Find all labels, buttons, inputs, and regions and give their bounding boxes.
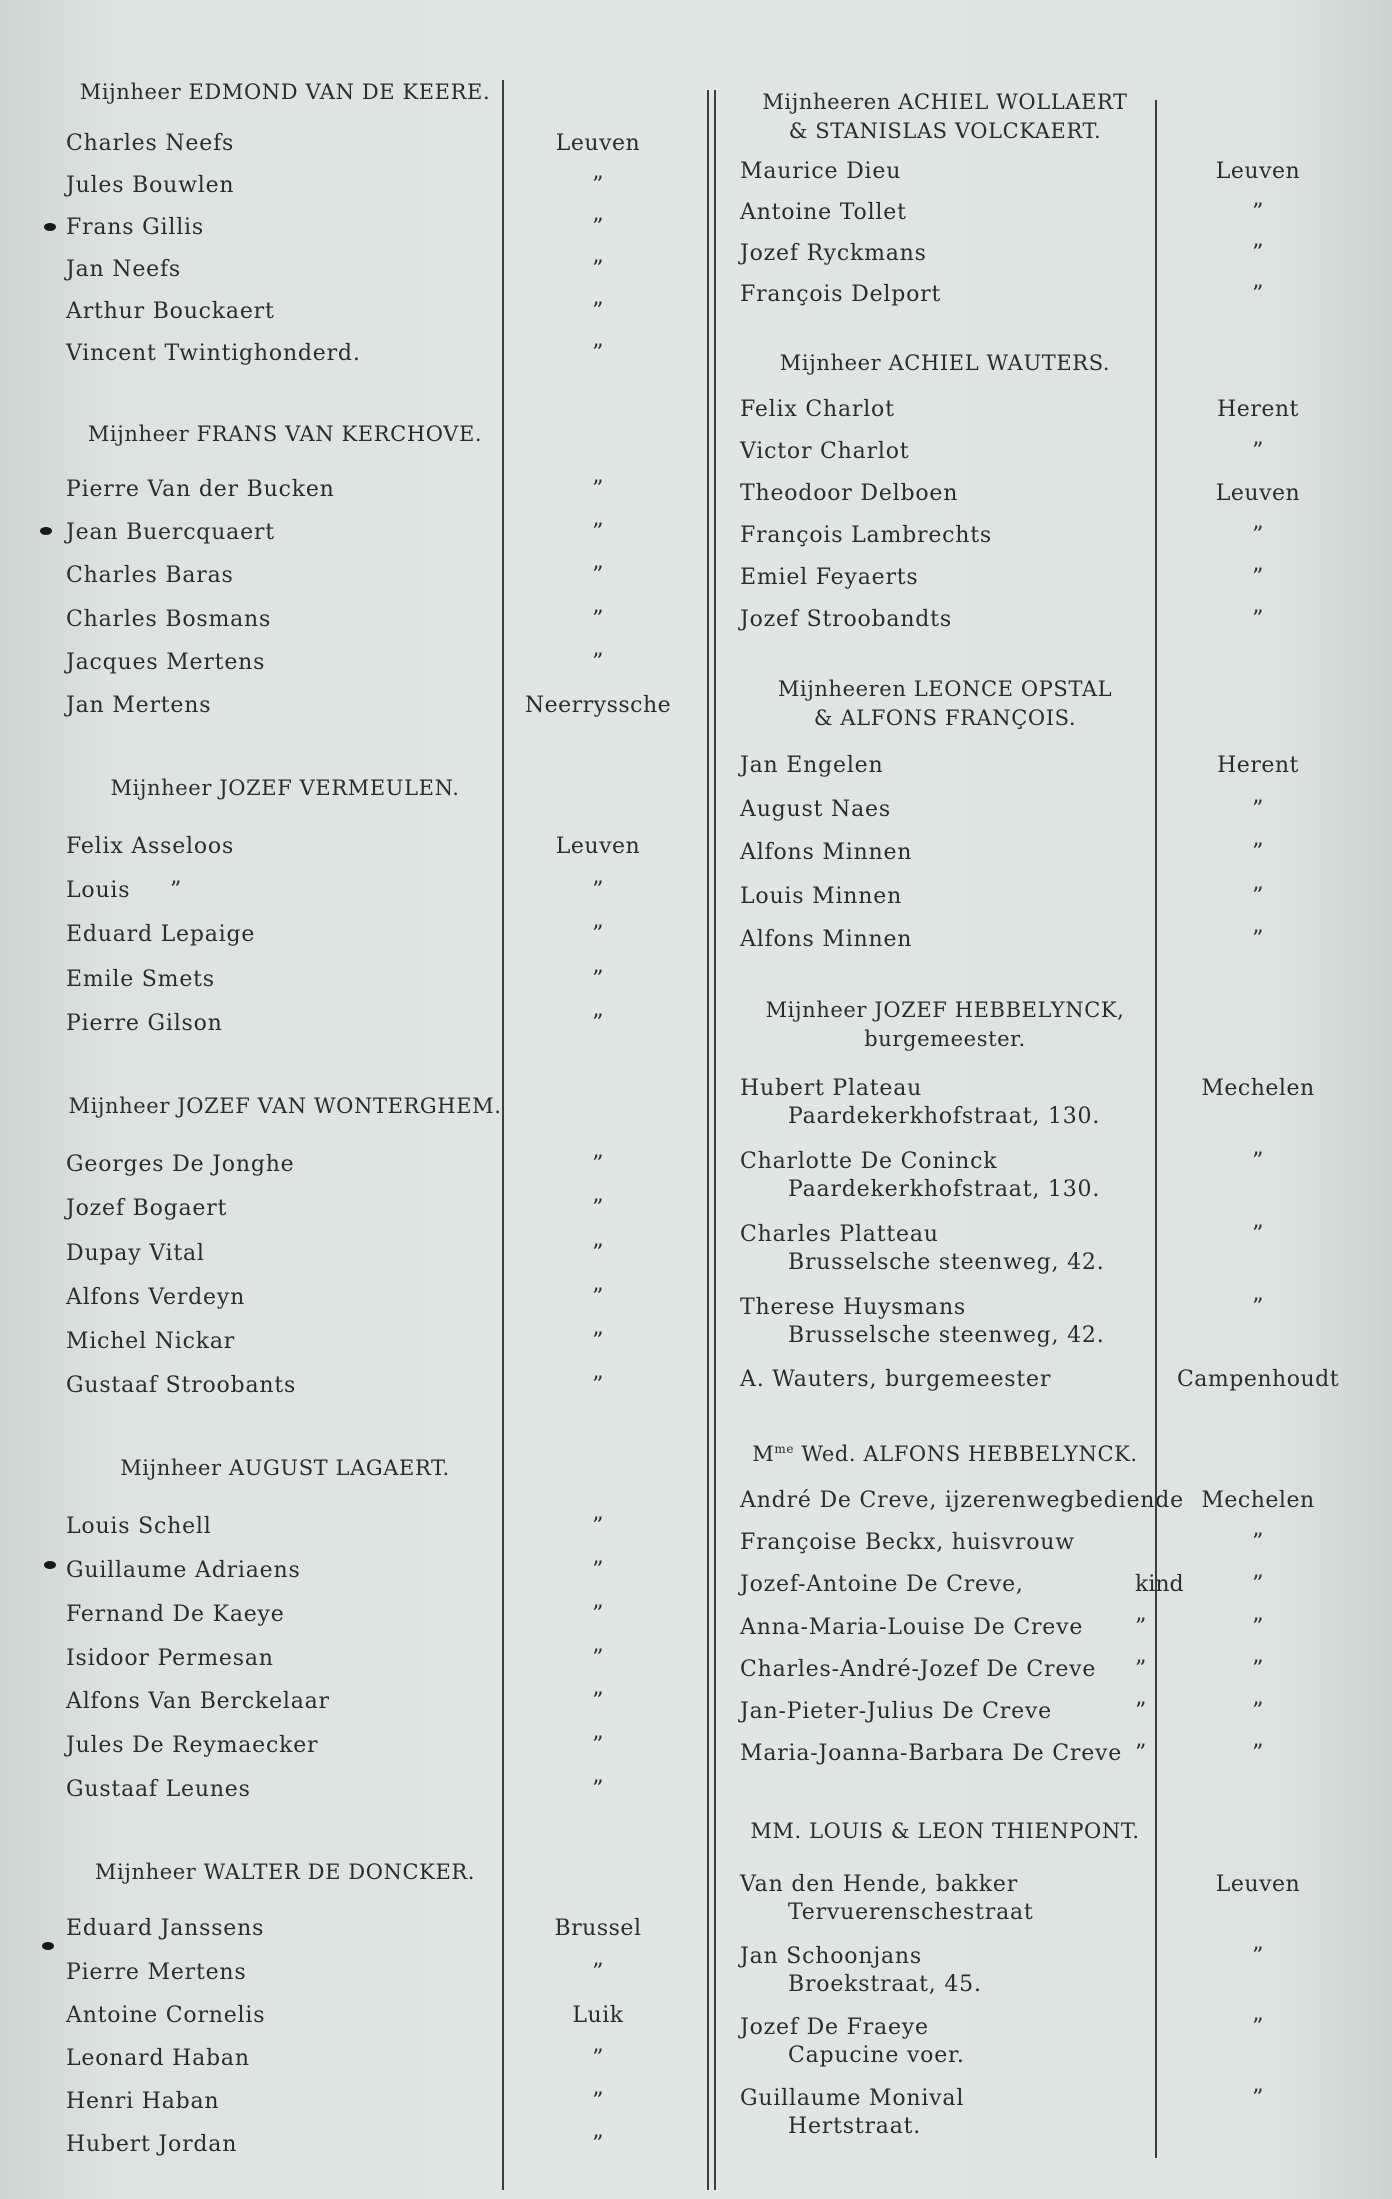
person-place: ” [1252, 2015, 1264, 2040]
person-place: ” [592, 607, 604, 632]
group-header: & ALFONS FRANÇOIS. [813, 706, 1077, 730]
person-place: ” [592, 477, 604, 502]
person-place: ” [1252, 565, 1264, 590]
person-place: ” [592, 1689, 604, 1714]
person-name: Pierre Mertens [66, 1960, 247, 1985]
person-place: ” [592, 563, 604, 588]
person-entry [740, 1656, 1096, 1684]
person-place: ” [592, 1602, 604, 1627]
person-place: Leuven [1215, 481, 1301, 506]
person-place: Leuven [1215, 1872, 1301, 1897]
person-entry [740, 883, 902, 911]
person-place: ” [592, 215, 604, 240]
person-place: ” [592, 1152, 604, 1177]
person-entry [66, 1688, 330, 1716]
person-name: Georges De Jonghe [66, 1152, 295, 1177]
person-entry [66, 1151, 295, 1179]
person-place: ” [1252, 927, 1264, 952]
person-place: ” [1252, 1741, 1264, 1766]
person-place: ” [1252, 241, 1264, 266]
person-place: ” [592, 1329, 604, 1354]
person-name: Jules Bouwlen [66, 173, 235, 198]
person-place: ” [592, 341, 604, 366]
person-name: Jan-Pieter-Julius De Creve [740, 1699, 1052, 1724]
group-header: Mijnheer WALTER DE DONCKER. [94, 1860, 476, 1884]
person-entry [740, 1529, 1075, 1557]
person-name: August Naes [740, 797, 891, 822]
person-name: A. Wauters, burgemeester [740, 1367, 1052, 1392]
person-entry [66, 2088, 219, 2116]
person-name: Alfons Van Berckelaar [66, 1689, 330, 1714]
person-entry [66, 1915, 264, 1943]
person-entry [66, 692, 211, 720]
person-entry [66, 1372, 296, 1400]
person-address: Brusselsche steenweg, 42. [788, 1323, 1105, 1348]
person-note: ” [1135, 1615, 1147, 1640]
person-place: ” [592, 1196, 604, 1221]
person-entry [66, 833, 234, 861]
person-entry [66, 966, 215, 994]
person-place: ” [592, 1241, 604, 1266]
person-entry [66, 1601, 285, 1629]
person-place: Mechelen [1201, 1488, 1315, 1513]
person-name: Fernand De Kaeye [66, 1602, 285, 1627]
person-note: ” [170, 878, 182, 903]
person-entry [740, 1294, 1105, 1350]
person-entry [66, 340, 361, 368]
person-name: Vincent Twintighonderd. [66, 341, 361, 366]
person-place: ” [592, 299, 604, 324]
person-name: Eduard Lepaige [66, 922, 256, 947]
person-name: Antoine Cornelis [66, 2003, 266, 2028]
person-place: Leuven [555, 131, 641, 156]
person-place: ” [1252, 840, 1264, 865]
person-name: Michel Nickar [66, 1329, 236, 1354]
person-place: Luik [572, 2003, 624, 2028]
person-place: Leuven [1215, 159, 1301, 184]
person-entry [740, 1614, 1083, 1642]
person-name: Pierre Gilson [66, 1011, 223, 1036]
person-place: ” [1252, 1657, 1264, 1682]
person-name: Jan Engelen [740, 753, 884, 778]
person-place: ” [592, 520, 604, 545]
person-place: ” [1252, 884, 1264, 909]
person-entry [740, 396, 895, 424]
person-name: Louis Schell [66, 1514, 212, 1539]
person-name: Henri Haban [66, 2089, 220, 2114]
person-entry [740, 796, 891, 824]
person-entry [66, 2045, 250, 2073]
person-name: Jan Neefs [66, 257, 182, 282]
person-name: Charles Platteau [740, 1222, 939, 1247]
person-place: ” [1252, 1149, 1264, 1174]
person-name: Arthur Bouckaert [66, 299, 275, 324]
group-header: Mijnheer FRANS VAN KERCHOVE. [87, 422, 483, 446]
person-name: Gustaaf Leunes [66, 1777, 251, 1802]
person-name: Jan Schoonjans [740, 1944, 922, 1969]
person-name: Françoise Beckx, huisvrouw [740, 1530, 1075, 1555]
person-place: ” [1252, 797, 1264, 822]
person-entry [66, 172, 234, 200]
person-entry [66, 130, 234, 158]
person-name: Guillaume Monival [740, 2086, 965, 2111]
person-entry [66, 1240, 205, 1268]
person-place: ” [592, 1285, 604, 1310]
person-place: Leuven [555, 834, 641, 859]
group-header: Mijnheer JOZEF HEBBELYNCK, [765, 998, 1125, 1022]
person-entry [740, 564, 919, 592]
person-entry [66, 2131, 237, 2159]
person-address: Paardekerkhofstraat, 130. [788, 1177, 1101, 1202]
person-entry [740, 926, 912, 954]
person-entry [66, 1513, 212, 1541]
person-entry [740, 199, 907, 227]
person-name: Charles Neefs [66, 131, 235, 156]
person-name: Louis [66, 878, 131, 903]
person-place: ” [592, 922, 604, 947]
person-name: Therese Huysmans [740, 1295, 967, 1320]
person-place: ” [1252, 1295, 1264, 1320]
person-name: Theodoor Delboen [740, 481, 959, 506]
person-note: ” [1135, 1741, 1147, 1766]
person-name: Jozef Stroobandts [740, 607, 952, 632]
group-header: Mijnheer ACHIEL WAUTERS. [779, 351, 1111, 375]
center-rule-left [707, 90, 709, 2190]
person-entry [66, 1284, 245, 1312]
group-header: burgemeester. [864, 1027, 1026, 1051]
person-place: Neerryssche [524, 693, 672, 718]
person-place: ” [592, 650, 604, 675]
person-address: Broekstraat, 45. [788, 1972, 982, 1997]
margin-mark [42, 1942, 54, 1950]
person-name: André De Creve, ijzerenwegbediende [740, 1488, 1184, 1513]
person-name: Antoine Tollet [740, 200, 907, 225]
person-entry [740, 522, 992, 550]
person-name: Dupay Vital [66, 1241, 205, 1266]
person-name: Hubert Jordan [66, 2132, 238, 2157]
person-place: Brussel [554, 1916, 642, 1941]
person-entry [740, 1487, 1184, 1515]
person-entry [740, 752, 883, 780]
person-entry [66, 1557, 301, 1585]
person-place: ” [1252, 1615, 1264, 1640]
person-place: ” [592, 878, 604, 903]
person-entry [66, 1328, 235, 1356]
person-entry [740, 158, 901, 186]
group-header: $M^{me}$ Wed. ALFONS HEBBELYNCK. [752, 1442, 1138, 1466]
person-entry [740, 1740, 1122, 1768]
person-entry [740, 240, 927, 268]
person-entry [66, 562, 234, 590]
person-name: Leonard Haban [66, 2046, 250, 2071]
person-name: Jacques Mertens [66, 650, 266, 675]
group-header: MM. LOUIS & LEON THIENPONT. [750, 1819, 1140, 1843]
person-note: kind [1135, 1572, 1184, 1597]
person-entry [66, 649, 265, 677]
person-entry [66, 877, 130, 905]
person-place: ” [592, 1777, 604, 1802]
person-name: Jean Buercquaert [66, 520, 275, 545]
person-name: Felix Asseloos [66, 834, 235, 859]
person-note: ” [1135, 1657, 1147, 1682]
person-place: ” [1252, 607, 1264, 632]
person-place: ” [1252, 1699, 1264, 1724]
person-entry [66, 1776, 251, 1804]
person-address: Tervuerenschestraat [788, 1900, 1034, 1925]
group-header: & STANISLAS VOLCKAERT. [788, 119, 1102, 143]
person-name: Jan Mertens [66, 693, 212, 718]
person-place: Herent [1217, 397, 1299, 422]
person-name: Gustaaf Stroobants [66, 1373, 297, 1398]
person-place: ” [592, 1373, 604, 1398]
margin-mark [44, 1561, 56, 1569]
person-entry [66, 921, 255, 949]
person-entry [740, 1221, 1105, 1277]
person-name: Charles Bosmans [66, 607, 272, 632]
person-place: ” [1252, 2086, 1264, 2111]
person-name: Charles Baras [66, 563, 234, 588]
person-entry [740, 1075, 1100, 1131]
person-entry [66, 476, 335, 504]
person-place: ” [592, 2046, 604, 2071]
person-name: Felix Charlot [740, 397, 895, 422]
person-place: ” [1252, 1530, 1264, 1555]
person-name: Jozef Bogaert [66, 1196, 228, 1221]
person-name: Jozef Ryckmans [740, 241, 927, 266]
person-entry [66, 256, 181, 284]
person-entry [66, 1732, 318, 1760]
person-entry [66, 519, 275, 547]
person-entry [740, 1366, 1051, 1394]
person-name: Maria-Joanna-Barbara De Creve [740, 1741, 1123, 1766]
person-place: ” [1252, 439, 1264, 464]
person-entry [740, 2014, 965, 2070]
person-place: ” [1252, 1222, 1264, 1247]
person-name: Louis Minnen [740, 884, 903, 909]
person-place: ” [592, 1558, 604, 1583]
person-name: Victor Charlot [740, 439, 910, 464]
person-name: François Lambrechts [740, 523, 992, 548]
person-name: Emiel Feyaerts [740, 565, 919, 590]
person-entry [740, 606, 952, 634]
group-header: Mijnheer JOZEF VERMEULEN. [110, 776, 460, 800]
person-name: Jules De Reymaecker [66, 1733, 319, 1758]
person-name: Jozef De Fraeye [740, 2015, 929, 2040]
person-place: ” [1252, 282, 1264, 307]
person-name: Van den Hende, bakker [740, 1872, 1019, 1897]
person-place: ” [592, 1011, 604, 1036]
person-entry [740, 480, 958, 508]
margin-mark [44, 223, 56, 231]
person-place: ” [592, 257, 604, 282]
person-place: ” [592, 2132, 604, 2157]
person-place: ” [592, 1960, 604, 1985]
person-place: ” [1252, 200, 1264, 225]
person-address: Paardekerkhofstraat, 130. [788, 1104, 1101, 1129]
person-name: Emile Smets [66, 967, 215, 992]
person-name: Jozef-Antoine De Creve, [740, 1572, 1024, 1597]
person-name: Frans Gillis [66, 215, 204, 240]
person-name: Alfons Minnen [740, 840, 913, 865]
group-header: Mijnheer EDMOND VAN DE KEERE. [79, 80, 491, 104]
person-place: ” [592, 1733, 604, 1758]
person-place: ” [592, 173, 604, 198]
person-place: ” [1252, 1572, 1264, 1597]
person-address: Hertstraat. [788, 2114, 922, 2139]
person-name: François Delport [740, 282, 942, 307]
person-name: Anna-Maria-Louise De Creve [740, 1615, 1084, 1640]
person-entry [66, 298, 275, 326]
person-note: ” [1135, 1699, 1147, 1724]
group-header: Mijnheer JOZEF VAN WONTERGHEM. [68, 1094, 502, 1118]
person-name: Guillaume Adriaens [66, 1558, 301, 1583]
person-place: Herent [1217, 753, 1299, 778]
person-entry [740, 1698, 1052, 1726]
person-place: ” [592, 1646, 604, 1671]
person-entry [740, 839, 912, 867]
group-header: Mijnheeren LEONCE OPSTAL [777, 677, 1113, 701]
person-name: Charles-André-Jozef De Creve [740, 1657, 1097, 1682]
person-entry [740, 2085, 964, 2141]
person-entry [740, 1943, 982, 1999]
person-name: Hubert Plateau [740, 1076, 923, 1101]
person-place: ” [592, 2089, 604, 2114]
person-entry [66, 1010, 223, 1038]
person-entry [740, 1871, 1034, 1927]
person-entry [740, 438, 909, 466]
person-place: Campenhoudt [1176, 1367, 1340, 1392]
person-entry [740, 281, 941, 309]
margin-mark [40, 527, 52, 535]
group-header: Mijnheer AUGUST LAGAERT. [120, 1456, 450, 1480]
person-place: ” [1252, 1944, 1264, 1969]
person-address: Capucine voer. [788, 2043, 965, 2068]
person-name: Pierre Van der Bucken [66, 477, 335, 502]
person-entry [66, 214, 204, 242]
person-entry [66, 1959, 247, 1987]
group-header: Mijnheeren ACHIEL WOLLAERT [762, 90, 1128, 114]
person-place: ” [592, 967, 604, 992]
person-name: Eduard Janssens [66, 1916, 265, 1941]
person-entry [66, 1645, 274, 1673]
person-name: Charlotte De Coninck [740, 1149, 998, 1174]
person-name: Isidoor Permesan [66, 1646, 274, 1671]
person-place: ” [592, 1514, 604, 1539]
person-place: ” [1252, 523, 1264, 548]
person-name: Maurice Dieu [740, 159, 902, 184]
center-rule-right [714, 90, 716, 2190]
person-address: Brusselsche steenweg, 42. [788, 1250, 1105, 1275]
person-entry [740, 1148, 1100, 1204]
person-name: Alfons Verdeyn [66, 1285, 246, 1310]
person-entry [740, 1571, 1024, 1599]
person-name: Alfons Minnen [740, 927, 913, 952]
person-place: Mechelen [1201, 1076, 1315, 1101]
person-entry [66, 1195, 227, 1223]
person-entry [66, 2002, 265, 2030]
person-entry [66, 606, 271, 634]
